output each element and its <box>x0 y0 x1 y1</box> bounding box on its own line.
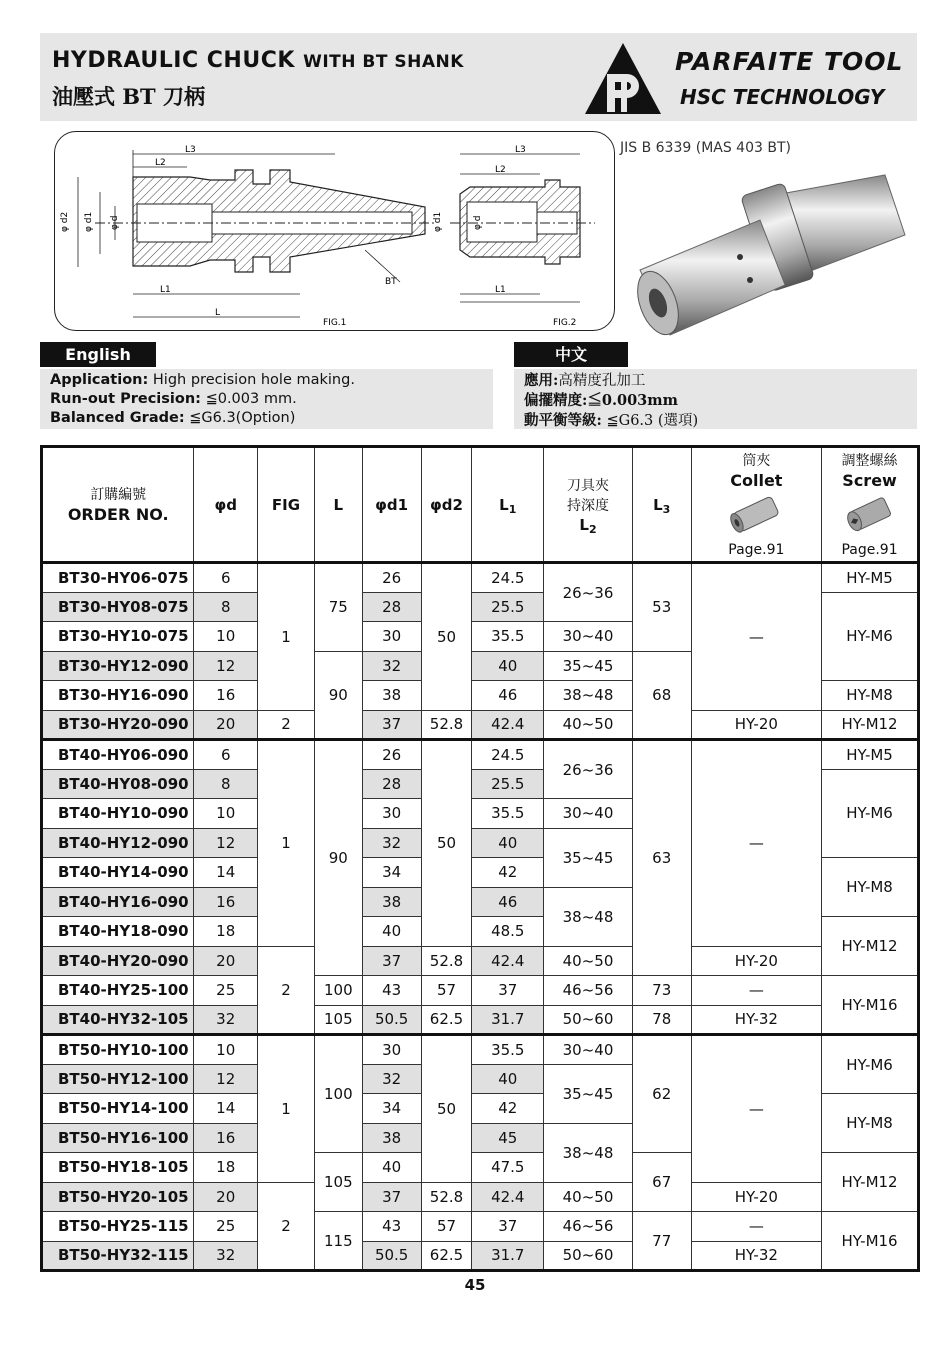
table-row <box>42 1005 919 1035</box>
table-cell: 40 <box>472 651 544 681</box>
table-cell: 90 <box>314 740 362 976</box>
table-cell: HY-M12 <box>822 710 919 740</box>
table-cell: 57 <box>421 976 472 1006</box>
table-row <box>42 1241 919 1271</box>
table-cell: 50 <box>421 563 472 711</box>
order-number-cell: BT40-HY20-090 <box>42 946 194 976</box>
order-number-cell: BT40-HY18-090 <box>42 917 194 947</box>
table-cell: 42 <box>472 1094 544 1124</box>
order-number-cell: BT30-HY20-090 <box>42 710 194 740</box>
table-cell: 8 <box>194 592 258 622</box>
table-cell: 62.5 <box>421 1005 472 1035</box>
table-cell: 2 <box>258 946 315 1035</box>
order-number-cell: BT50-HY12-100 <box>42 1064 194 1094</box>
order-number-cell: BT30-HY12-090 <box>42 651 194 681</box>
table-cell: 25.5 <box>472 592 544 622</box>
order-number-cell: BT30-HY16-090 <box>42 681 194 711</box>
order-number-cell: BT40-HY08-090 <box>42 769 194 799</box>
table-cell: 50~60 <box>544 1005 633 1035</box>
order-number-cell: BT50-HY32-115 <box>42 1241 194 1271</box>
table-cell: 32 <box>194 1005 258 1035</box>
table-cell: 40 <box>472 1064 544 1094</box>
table-cell: 32 <box>194 1241 258 1271</box>
table-row <box>42 976 919 1006</box>
table-cell: 26 <box>362 740 421 770</box>
fig1-label: FIG.1 <box>323 318 347 328</box>
table-cell: 43 <box>362 1212 421 1242</box>
col-l3: $L_3$ <box>632 447 691 563</box>
table-cell: 25 <box>194 1212 258 1242</box>
table-cell: — <box>691 976 822 1006</box>
table-cell: 45 <box>472 1123 544 1153</box>
table-cell: 26~36 <box>544 740 633 799</box>
table-cell: 105 <box>314 1005 362 1035</box>
table-cell: 52.8 <box>421 710 472 740</box>
table-cell: HY-M16 <box>822 976 919 1035</box>
table-cell: 34 <box>362 1094 421 1124</box>
dim-d-fig2: φ d <box>473 215 483 230</box>
table-cell: 37 <box>362 946 421 976</box>
chinese-label: 中文 <box>514 342 628 367</box>
table-cell: 1 <box>258 1035 315 1183</box>
technical-drawing <box>54 131 615 331</box>
table-cell: 37 <box>472 976 544 1006</box>
order-number-cell: BT50-HY25-115 <box>42 1212 194 1242</box>
order-number-cell: BT40-HY06-090 <box>42 740 194 770</box>
standard-label: JIS B 6339 (MAS 403 BT) <box>620 140 791 156</box>
table-cell: HY-M12 <box>822 917 919 976</box>
dim-l3-fig1: L3 <box>185 145 196 155</box>
col-fig: FIG <box>258 447 315 563</box>
table-cell: 10 <box>194 1035 258 1065</box>
dim-l2-fig2: L2 <box>495 165 506 175</box>
table-cell: 40 <box>362 917 421 947</box>
table-cell: 34 <box>362 858 421 888</box>
table-cell: HY-32 <box>691 1005 822 1035</box>
table-cell: 10 <box>194 799 258 829</box>
fig2-label: FIG.2 <box>553 318 577 328</box>
table-cell: 38 <box>362 681 421 711</box>
order-number-cell: BT50-HY16-100 <box>42 1123 194 1153</box>
table-cell: — <box>691 1035 822 1183</box>
order-number-cell: BT40-HY16-090 <box>42 887 194 917</box>
screw-icon <box>835 490 905 538</box>
table-cell: 40~50 <box>544 946 633 976</box>
table-row <box>42 563 919 593</box>
table-row <box>42 740 919 770</box>
dim-l1-fig2: L1 <box>495 285 506 295</box>
chinese-info: 應用:高精度孔加工 偏擺精度:≦0.003mm 動平衡等級: ≦G6.3 (選項) <box>514 369 917 429</box>
table-cell: 62.5 <box>421 1241 472 1271</box>
table-cell: 8 <box>194 769 258 799</box>
table-cell: 28 <box>362 592 421 622</box>
table-cell: 24.5 <box>472 740 544 770</box>
col-d1: φd1 <box>362 447 421 563</box>
table-cell: 50 <box>421 1035 472 1183</box>
col-collet: 筒夾 Collet Page.91 <box>691 447 822 563</box>
table-cell: 47.5 <box>472 1153 544 1183</box>
table-cell: 32 <box>362 828 421 858</box>
order-number-cell: BT50-HY18-105 <box>42 1153 194 1183</box>
table-cell: 38~48 <box>544 1123 633 1182</box>
table-cell: 26 <box>362 563 421 593</box>
order-number-cell: BT40-HY32-105 <box>42 1005 194 1035</box>
table-cell: 100 <box>314 1035 362 1153</box>
table-cell: 18 <box>194 917 258 947</box>
table-cell: 12 <box>194 828 258 858</box>
page-title-chinese: 油壓式 BT 刀柄 <box>52 84 205 109</box>
order-number-cell: BT40-HY10-090 <box>42 799 194 829</box>
table-cell: 30 <box>362 622 421 652</box>
table-cell: 40~50 <box>544 1182 633 1212</box>
table-cell: 6 <box>194 740 258 770</box>
table-cell: 25.5 <box>472 769 544 799</box>
table-cell: 14 <box>194 1094 258 1124</box>
table-cell: 35.5 <box>472 799 544 829</box>
table-cell: 35~45 <box>544 828 633 887</box>
table-cell: 46~56 <box>544 976 633 1006</box>
table-cell: HY-M6 <box>822 1035 919 1094</box>
table-cell: 62 <box>632 1035 691 1153</box>
table-cell: 30 <box>362 1035 421 1065</box>
dim-bt: BT <box>385 277 397 287</box>
english-label: English <box>40 342 156 367</box>
order-number-cell: BT40-HY25-100 <box>42 976 194 1006</box>
table-cell: 16 <box>194 681 258 711</box>
order-number-cell: BT30-HY08-075 <box>42 592 194 622</box>
table-cell: 10 <box>194 622 258 652</box>
table-cell: 50~60 <box>544 1241 633 1271</box>
table-cell: 68 <box>632 651 691 740</box>
page-title: HYDRAULIC CHUCK WITH BT SHANK <box>52 48 464 73</box>
table-cell: 18 <box>194 1153 258 1183</box>
table-cell: 30~40 <box>544 799 633 829</box>
table-cell: 1 <box>258 563 315 711</box>
table-cell: 100 <box>314 976 362 1006</box>
table-cell: 30~40 <box>544 622 633 652</box>
col-l2: 刀具夾 持深度 $L_2$ <box>544 447 633 563</box>
table-cell: 75 <box>314 563 362 652</box>
table-cell: — <box>691 1212 822 1242</box>
dim-l1-fig1: L1 <box>160 285 171 295</box>
table-cell: 30~40 <box>544 1035 633 1065</box>
order-number-cell: BT40-HY12-090 <box>42 828 194 858</box>
table-cell: 26~36 <box>544 563 633 622</box>
table-cell: 46 <box>472 887 544 917</box>
table-cell: 38~48 <box>544 681 633 711</box>
table-cell: 12 <box>194 1064 258 1094</box>
table-row <box>42 1212 919 1242</box>
col-screw: 調整螺絲 Screw Page.91 <box>822 447 919 563</box>
table-cell: 40~50 <box>544 710 633 740</box>
table-cell: 57 <box>421 1212 472 1242</box>
order-number-cell: BT30-HY06-075 <box>42 563 194 593</box>
table-cell: 40 <box>472 828 544 858</box>
parfaite-logo-icon <box>583 41 663 116</box>
table-cell: 38 <box>362 1123 421 1153</box>
dim-d2-fig1: φ d2 <box>60 211 70 232</box>
table-cell: 48.5 <box>472 917 544 947</box>
table-cell: 32 <box>362 651 421 681</box>
table-cell: HY-32 <box>691 1241 822 1271</box>
table-cell: 25 <box>194 976 258 1006</box>
table-cell: 16 <box>194 1123 258 1153</box>
order-number-cell: BT50-HY14-100 <box>42 1094 194 1124</box>
page-number: 45 <box>464 1276 486 1294</box>
table-cell: 35~45 <box>544 651 633 681</box>
table-cell: — <box>691 740 822 947</box>
dim-l-fig1: L <box>215 308 221 318</box>
product-photo <box>630 165 920 340</box>
table-row <box>42 946 919 976</box>
table-cell: 105 <box>314 1153 362 1212</box>
table-cell: 50.5 <box>362 1005 421 1035</box>
table-cell: 38 <box>362 887 421 917</box>
table-cell: 46 <box>472 681 544 711</box>
table-cell: 30 <box>362 799 421 829</box>
table-cell: 50.5 <box>362 1241 421 1271</box>
table-cell: HY-20 <box>691 946 822 976</box>
table-cell: 35.5 <box>472 1035 544 1065</box>
table-cell: 52.8 <box>421 1182 472 1212</box>
table-cell: HY-M6 <box>822 769 919 858</box>
col-l1: $L_1$ <box>472 447 544 563</box>
table-cell: HY-20 <box>691 710 822 740</box>
table-cell: 78 <box>632 1005 691 1035</box>
table-cell: 38~48 <box>544 887 633 946</box>
table-cell: 115 <box>314 1212 362 1271</box>
table-cell: 32 <box>362 1064 421 1094</box>
table-cell: 42.4 <box>472 1182 544 1212</box>
table-cell: — <box>691 563 822 711</box>
brand-subtitle: HSC TECHNOLOGY <box>680 85 885 109</box>
table-row <box>42 1182 919 1212</box>
table-cell: 42.4 <box>472 946 544 976</box>
order-number-cell: BT50-HY10-100 <box>42 1035 194 1065</box>
table-cell: 35~45 <box>544 1064 633 1123</box>
table-row <box>42 710 919 740</box>
table-cell: 40 <box>362 1153 421 1183</box>
table-cell: 77 <box>632 1212 691 1271</box>
table-cell: HY-M8 <box>822 858 919 917</box>
table-cell: HY-M6 <box>822 592 919 681</box>
table-cell: 12 <box>194 651 258 681</box>
col-d: φd <box>194 447 258 563</box>
table-cell: 63 <box>632 740 691 976</box>
table-cell: HY-M16 <box>822 1212 919 1271</box>
table-cell: HY-M8 <box>822 681 919 711</box>
table-cell: 31.7 <box>472 1005 544 1035</box>
table-cell: 42 <box>472 858 544 888</box>
order-number-cell: BT40-HY14-090 <box>42 858 194 888</box>
table-cell: 67 <box>632 1153 691 1212</box>
dim-d1-fig1: φ d1 <box>84 211 94 232</box>
table-cell: 24.5 <box>472 563 544 593</box>
table-cell: 14 <box>194 858 258 888</box>
table-cell: 2 <box>258 710 315 740</box>
dim-d1-fig2: φ d1 <box>433 211 443 232</box>
col-l: L <box>314 447 362 563</box>
table-cell: 37 <box>362 710 421 740</box>
table-cell: 50 <box>421 740 472 947</box>
table-cell: 42.4 <box>472 710 544 740</box>
dim-d-fig1: φ d <box>110 215 120 230</box>
col-order: 訂購編號 ORDER NO. <box>42 447 194 563</box>
table-cell: HY-M5 <box>822 563 919 593</box>
table-row <box>42 1035 919 1065</box>
table-header <box>42 447 919 563</box>
dim-l2-fig1: L2 <box>155 158 166 168</box>
table-cell: 20 <box>194 1182 258 1212</box>
table-cell: 2 <box>258 1182 315 1271</box>
brand-name: PARFAITE TOOL <box>675 47 904 76</box>
table-cell: 28 <box>362 769 421 799</box>
table-cell: 43 <box>362 976 421 1006</box>
table-cell: 1 <box>258 740 315 947</box>
table-cell: 37 <box>472 1212 544 1242</box>
table-cell: 52.8 <box>421 946 472 976</box>
table-cell: 35.5 <box>472 622 544 652</box>
table-cell: 20 <box>194 946 258 976</box>
page-header <box>40 33 917 121</box>
table-cell: 90 <box>314 651 362 740</box>
table-cell: HY-M5 <box>822 740 919 770</box>
spec-table <box>40 445 920 1272</box>
table-cell: 37 <box>362 1182 421 1212</box>
table-cell: 16 <box>194 887 258 917</box>
table-cell: 46~56 <box>544 1212 633 1242</box>
english-info: Application: High precision hole making. Run-out Precision: ≦0.003 mm. Balanced Grade: ≦G6.3(Option) <box>40 369 493 429</box>
table-cell: 53 <box>632 563 691 652</box>
table-cell: HY-20 <box>691 1182 822 1212</box>
order-number-cell: BT50-HY20-105 <box>42 1182 194 1212</box>
table-cell: 20 <box>194 710 258 740</box>
dim-l3-fig2: L3 <box>515 145 526 155</box>
table-cell: HY-M12 <box>822 1153 919 1212</box>
order-number-cell: BT30-HY10-075 <box>42 622 194 652</box>
dimension-diagram <box>55 132 616 332</box>
col-d2: φd2 <box>421 447 472 563</box>
table-cell: 6 <box>194 563 258 593</box>
table-cell: 31.7 <box>472 1241 544 1271</box>
table-cell: HY-M8 <box>822 1094 919 1153</box>
table-cell: 73 <box>632 976 691 1006</box>
collet-icon <box>721 490 791 538</box>
